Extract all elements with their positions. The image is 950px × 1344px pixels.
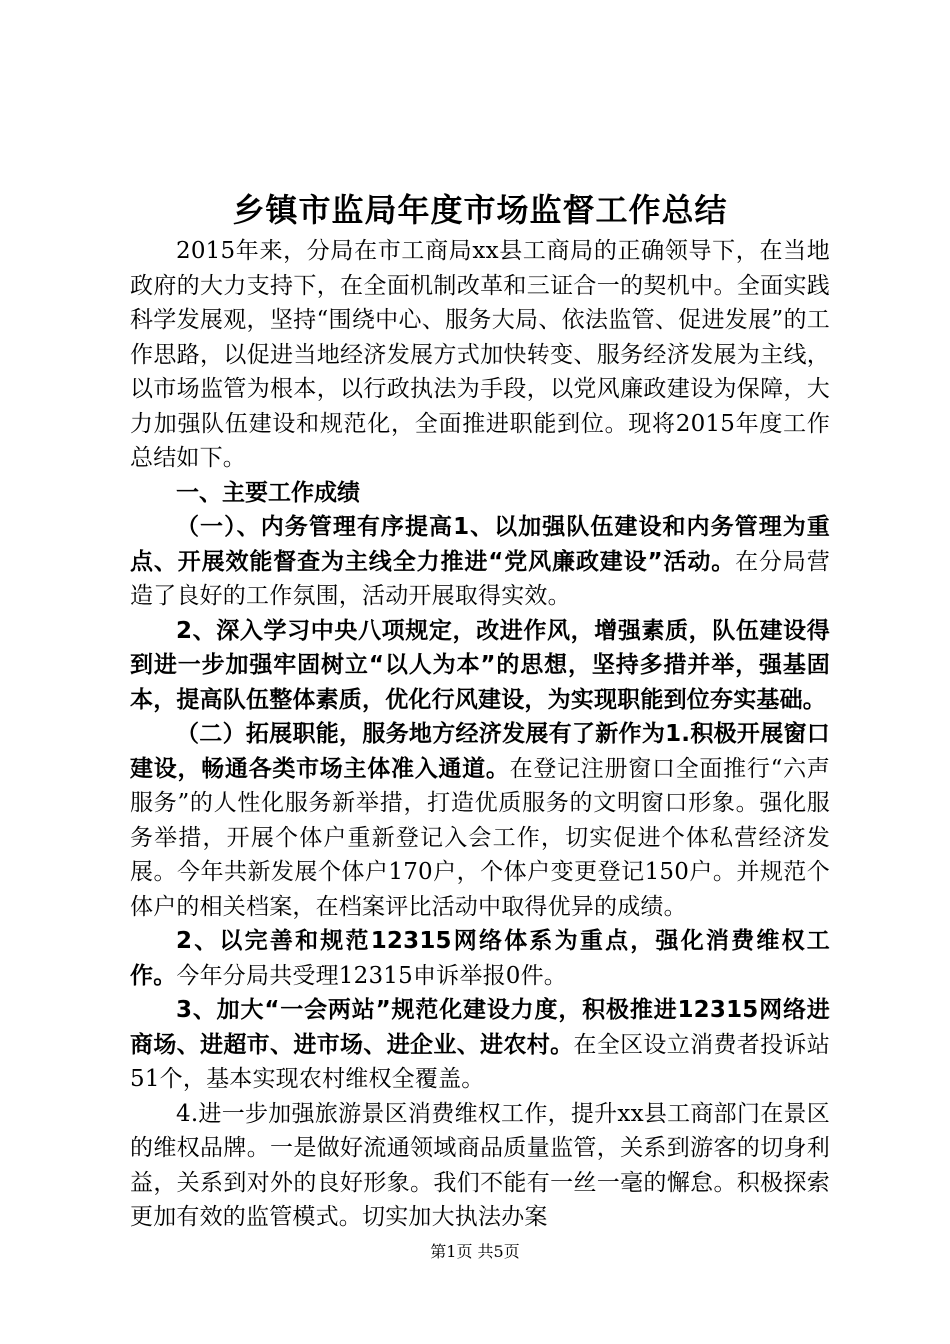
- paragraph-12315-network: [130, 924, 830, 993]
- paragraph-window-service: [130, 717, 830, 924]
- section-heading-main-achievements: 一、主要工作成绩: [176, 479, 360, 506]
- paragraph-12315-network-lead: 2、以完善和规范12315网络体系为重点，强化消费维权工作。: [130, 928, 830, 989]
- paragraph-one-meeting-two-stations-lead: 3、加大“一会两站”规范化建设力度，积极推进12315网络进商场、进超市、进市场、进企业、进农村。: [130, 997, 830, 1058]
- paragraph-internal-affairs: [130, 510, 830, 614]
- document-title: 乡镇市监局年度市场监督工作总结: [232, 191, 728, 229]
- paragraph-window-service-body: 在登记注册窗口全面推行“六声服务”的人性化服务新举措，打造优质服务的文明窗口形象。强化服务举措，开展个体户重新登记入会工作，切实促进个体私营经济发展。今年共新发展个体户170户，个体户变更登记150户。并规范个体户的相关档案，在档案评比活动中取得优异的成绩。: [130, 755, 830, 920]
- paragraph-one-meeting-two-stations: [130, 993, 830, 1097]
- paragraph-window-service-lead: （二）拓展职能，服务地方经济发展有了新作为1.积极开展窗口建设，畅通各类市场主体准入通道。: [130, 721, 830, 782]
- paragraph-internal-affairs-body: 在分局营造了良好的工作氛围，活动开展取得实效。: [130, 548, 830, 609]
- paragraph-12315-network-body: 今年分局共受理12315申诉举报0件。: [176, 962, 568, 989]
- paragraph-internal-affairs-lead: （一）、内务管理有序提高1、以加强队伍建设和内务管理为重点、开展效能督查为主线全力推进“党风廉政建设”活动。: [130, 514, 830, 575]
- document-page: [130, 186, 830, 1235]
- paragraph-one-meeting-two-stations-body: 在全区设立消费者投诉站51个，基本实现农村维权全覆盖。: [130, 1031, 830, 1092]
- paragraph-intro: 2015年来，分局在市工商局xx县工商局的正确领导下，在当地政府的大力支持下，在全面机制改革和三证合一的契机中。全面实践科学发展观，坚持“围绕中心、服务大局、依法监管、促进发展”的工作思路，以促进当地经济发展方式加快转变、服务经济发展为主线，以市场监管为根本，以行政执法为手段，以党风廉政建设为保障，大力加强队伍建设和规范化，全面推进职能到位。现将2015年度工作总结如下。: [130, 238, 830, 471]
- paragraph-team-building: [130, 614, 830, 718]
- page-footer: 第1页 共5页: [430, 1242, 520, 1261]
- paragraph-tourism-rights: 4.进一步加强旅游景区消费维权工作，提升xx县工商部门在景区的维权品牌。一是做好流通领域商品质量监管，关系到游客的切身利益，关系到对外的良好形象。我们不能有一丝一毫的懈怠。积极探索更加有效的监管模式。切实加大执法办案: [130, 1100, 830, 1230]
- paragraph-team-building-lead: 2、深入学习中央八项规定，改进作风，增强素质，队伍建设得到进一步加强牢固树立“以人为本”的思想，坚持多措并举，强基固本，提高队伍整体素质，优化行风建设，为实现职能到位夯实基础。: [130, 617, 830, 713]
